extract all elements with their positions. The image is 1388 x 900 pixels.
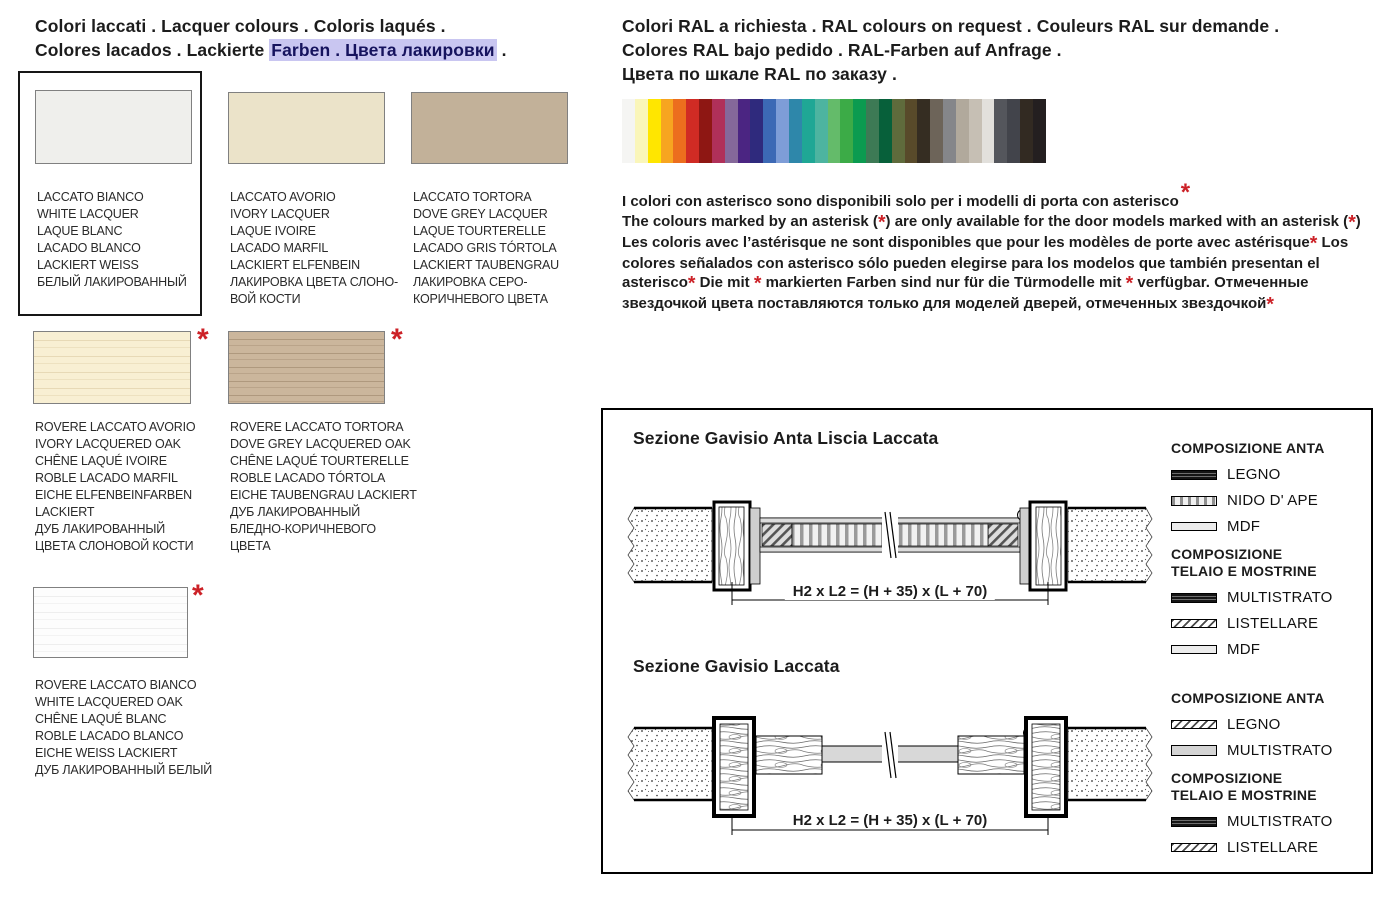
swatch-label-line: DOVE GREY LACQUER <box>413 207 548 221</box>
dark-layered-swatch-icon <box>1171 817 1217 827</box>
swatch-label-line: ROVERE LACCATO BIANCO <box>35 678 197 692</box>
plain-swatch-icon <box>1171 645 1217 654</box>
paragraph-text: The colours marked by an asterisk ( <box>622 213 878 230</box>
ral-band <box>661 99 674 163</box>
ral-title-line1: Colori RAL a richiesta . RAL colours on request . Couleurs RAL sur demande . <box>622 16 1280 36</box>
ral-band <box>699 99 712 163</box>
section2-heading: Sezione Gavisio Laccata <box>633 656 840 676</box>
red-asterisk-icon: * <box>391 323 403 356</box>
swatch-label-line: EICHE TAUBENGRAU LACKIERT <box>230 488 417 502</box>
swatch-label-line: LACCATO TORTORA <box>413 190 532 204</box>
color-swatch-rovere-laccato-bianco <box>33 587 188 658</box>
legend-item-mdf <box>1171 641 1381 658</box>
plain-swatch-icon <box>1171 522 1217 531</box>
swatch-label-line: ЛАКИРОВКА СЕРО- <box>413 275 528 289</box>
swatch-label-line: WHITE LACQUERED OAK <box>35 695 183 709</box>
swatch-label-line: IVORY LACQUER <box>230 207 330 221</box>
swatch-label-line: ROBLE LACADO MARFIL <box>35 471 178 485</box>
legend-item-legno <box>1171 466 1381 483</box>
dark-layered-swatch-icon <box>1171 593 1217 603</box>
ral-band <box>802 99 815 163</box>
swatch-label-line: LACKIERT ELFENBEIN <box>230 258 361 272</box>
section1-heading: Sezione Gavisio Anta Liscia Laccata <box>633 428 939 448</box>
paragraph-text: Die mit <box>695 274 754 292</box>
ral-band <box>892 99 905 163</box>
ral-band <box>917 99 930 163</box>
hatch-swatch-icon <box>1171 843 1217 852</box>
swatch-labels-rovere-laccato-bianco <box>35 677 225 779</box>
ral-band <box>635 99 648 163</box>
ral-band <box>686 99 699 163</box>
swatch-label-line: ROVERE LACCATO TORTORA <box>230 420 404 434</box>
ral-band <box>673 99 686 163</box>
swatch-label-line: ВОЙ КОСТИ <box>230 292 301 306</box>
swatch-labels-laccato-avorio <box>230 189 420 308</box>
dark-layered-swatch-icon <box>1171 470 1217 480</box>
ral-band <box>789 99 802 163</box>
swatch-label-line: БЛЕДНО-КОРИЧНЕВОГО <box>230 522 376 536</box>
ral-band <box>1007 99 1020 163</box>
swatch-label-line: ЦВЕТА <box>230 539 271 553</box>
swatch-label-line: CHÊNE LAQUÉ TOURTERELLE <box>230 454 409 468</box>
swatch-label-line: EICHE ELFENBEINFARBEN <box>35 488 192 502</box>
lacquer-title-line1: Colori laccati . Lacquer colours . Coloris laqués . <box>35 16 446 36</box>
swatch-label-line: LACCATO AVORIO <box>230 190 336 204</box>
legend-group-title: COMPOSIZIONE ANTA <box>1171 440 1325 456</box>
ral-band <box>763 99 776 163</box>
legend-group <box>1171 690 1381 759</box>
swatch-label-line: LACKIERT <box>35 505 95 519</box>
color-swatch-rovere-laccato-avorio <box>33 331 191 404</box>
paragraph-text: markierten Farben sind nur für die Türmodelle mit <box>761 274 1126 292</box>
legend-group <box>1171 546 1381 658</box>
ral-title-line3: Цвета по шкале RAL по заказу . <box>622 64 897 84</box>
swatch-label-line: ROBLE LACADO TÓRTOLA <box>230 471 386 485</box>
title-line2-suffix: . <box>496 40 507 60</box>
color-swatch-laccato-bianco <box>35 90 192 164</box>
swatch-label-line: ДУБ ЛАКИРОВАННЫЙ БЕЛЫЙ <box>35 763 213 777</box>
ral-band <box>648 99 661 163</box>
ral-band <box>840 99 853 163</box>
legend-item-listellare <box>1171 839 1381 856</box>
red-asterisk-icon: * <box>1348 211 1356 234</box>
legend-section-2 <box>1171 690 1381 867</box>
ral-band <box>725 99 738 163</box>
color-swatch-laccato-avorio <box>228 92 385 164</box>
swatch-label-line: LACADO GRIS TÓRTOLA <box>413 241 557 255</box>
swatch-label-line: CHÊNE LAQUÉ BLANC <box>35 712 167 726</box>
legend-item-label: LEGNO <box>1227 466 1281 483</box>
ral-colour-strip <box>622 99 1046 163</box>
legend-group-title: TELAIO E MOSTRINE <box>1171 563 1317 579</box>
ral-title-line2: Colores RAL bajo pedido . RAL-Farben auf Anfrage . <box>622 40 1062 60</box>
ral-band <box>956 99 969 163</box>
asterisk-note-italian <box>622 179 1191 213</box>
legend-item-nido-d-ape <box>1171 492 1381 509</box>
red-asterisk-icon: * <box>753 272 762 295</box>
asterisk-note-multilingual <box>622 212 1384 315</box>
legend-item-label: NIDO D' APE <box>1227 492 1318 509</box>
swatch-label-line: EICHE WEISS LACKIERT <box>35 746 178 760</box>
ral-band <box>1020 99 1033 163</box>
swatch-labels-rovere-laccato-avorio <box>35 419 225 555</box>
ral-band <box>738 99 751 163</box>
swatch-card-laccato-bianco <box>18 71 202 316</box>
hatch-swatch-icon <box>1171 720 1217 729</box>
paragraph-text: ) Les coloris avec l’astérisque ne sont disponibles que pour les modèles de porte avec astérisque <box>622 213 1361 251</box>
red-asterisk-icon: * <box>192 579 204 612</box>
lacquer-title-line2 <box>35 38 507 62</box>
swatch-label-line: ДУБ ЛАКИРОВАННЫЙ <box>230 505 360 519</box>
swatch-label-line: LAQUE BLANC <box>37 224 123 238</box>
paragraph-text: ) are only available for the door models marked with an asterisk ( <box>885 213 1349 230</box>
swatch-labels-rovere-laccato-tortora <box>230 419 420 555</box>
legend-group-title: COMPOSIZIONE <box>1171 546 1283 562</box>
legend-item-multistrato <box>1171 589 1381 606</box>
legend-section-1 <box>1171 440 1381 669</box>
legend-group-title: TELAIO E MOSTRINE <box>1171 787 1317 803</box>
red-asterisk-icon: * <box>1309 232 1318 255</box>
legend-item-listellare <box>1171 615 1381 632</box>
swatch-label-line: ЛАКИРОВКА ЦВЕТА СЛОНО- <box>230 275 399 289</box>
legend-group <box>1171 440 1381 535</box>
swatch-label-line: ROVERE LACCATO AVORIO <box>35 420 196 434</box>
lacquer-colours-title <box>35 14 507 62</box>
swatch-labels-laccato-bianco <box>37 189 227 291</box>
swatch-label-line: ROBLE LACADO BLANCO <box>35 729 184 743</box>
ral-band <box>622 99 635 163</box>
ral-band <box>994 99 1007 163</box>
legend-item-mdf <box>1171 518 1381 535</box>
legend-item-multistrato <box>1171 742 1381 759</box>
title-line2-highlight: Farben . Цвета лакировки <box>271 40 495 60</box>
ral-band <box>879 99 892 163</box>
color-swatch-rovere-laccato-tortora <box>228 331 385 404</box>
title-line2-prefix: Colores lacados . Lackierte <box>35 40 270 60</box>
ral-band <box>943 99 956 163</box>
ral-band <box>866 99 879 163</box>
swatch-label-line: КОРИЧНЕВОГО ЦВЕТА <box>413 292 548 306</box>
dimension-label-2: H2 x L2 = (H + 35) x (L + 70) <box>785 812 995 829</box>
red-asterisk-icon: * <box>197 323 209 356</box>
paragraph-text: verfügbar. Отмеченные звездочкой цвета поставляются только для моделей дверей, отмеченных звездочкой <box>622 274 1309 312</box>
hatch-swatch-icon <box>1171 619 1217 628</box>
note-text: I colori con asterisco sono disponibili solo per i modelli di porta con asterisco <box>622 193 1179 210</box>
legend-item-multistrato <box>1171 813 1381 830</box>
swatch-label-line: CHÊNE LAQUÉ IVOIRE <box>35 454 167 468</box>
dimension-label-1: H2 x L2 = (H + 35) x (L + 70) <box>785 583 995 600</box>
swatch-label-line: LAQUE IVOIRE <box>230 224 316 238</box>
red-asterisk-icon: * <box>877 211 886 234</box>
ral-band <box>969 99 982 163</box>
legend-item-label: MULTISTRATO <box>1227 813 1333 830</box>
swatch-label-line: ЦВЕТА СЛОНОВОЙ КОСТИ <box>35 539 194 553</box>
ral-band <box>930 99 943 163</box>
red-asterisk-icon: * <box>687 272 696 295</box>
ral-band <box>1033 99 1046 163</box>
swatch-label-line: IVORY LACQUERED OAK <box>35 437 181 451</box>
legend-group-title: COMPOSIZIONE ANTA <box>1171 690 1325 706</box>
swatch-label-line: ДУБ ЛАКИРОВАННЫЙ <box>35 522 165 536</box>
legend-item-label: LISTELLARE <box>1227 839 1319 856</box>
ral-band <box>905 99 918 163</box>
swatch-label-line: LACADO BLANCO <box>37 241 141 255</box>
swatch-label-line: LACKIERT TAUBENGRAU <box>413 258 560 272</box>
plain-grey-swatch-icon <box>1171 745 1217 756</box>
legend-item-legno <box>1171 716 1381 733</box>
legend-item-label: LISTELLARE <box>1227 615 1319 632</box>
swatch-label-line: DOVE GREY LACQUERED OAK <box>230 437 411 451</box>
legend-group <box>1171 770 1381 856</box>
red-asterisk-icon: * <box>1125 272 1134 295</box>
red-asterisk-icon: * <box>1180 179 1191 206</box>
ral-band <box>828 99 841 163</box>
ral-band <box>982 99 995 163</box>
legend-item-label: MDF <box>1227 518 1261 535</box>
ral-band <box>712 99 725 163</box>
ral-band <box>776 99 789 163</box>
paragraph-text: Los colores señalados con asterisco sólo pueden elegirse para los modelos que también presentan el asterisco <box>622 233 1349 292</box>
ral-band <box>853 99 866 163</box>
swatch-label-line: LAQUE TOURTERELLE <box>413 224 546 238</box>
vbars-swatch-icon <box>1171 496 1217 506</box>
swatch-label-line: LACKIERT WEISS <box>37 258 139 272</box>
ral-band <box>750 99 763 163</box>
legend-item-label: MDF <box>1227 641 1261 658</box>
ral-band <box>815 99 828 163</box>
swatch-label-line: LACADO MARFIL <box>230 241 329 255</box>
red-asterisk-icon: * <box>1266 293 1274 316</box>
legend-group-title: COMPOSIZIONE <box>1171 770 1283 786</box>
swatch-label-line: LACCATO BIANCO <box>37 190 144 204</box>
legend-item-label: MULTISTRATO <box>1227 742 1333 759</box>
swatch-label-line: WHITE LACQUER <box>37 207 139 221</box>
swatch-labels-laccato-tortora <box>413 189 603 308</box>
legend-item-label: LEGNO <box>1227 716 1281 733</box>
swatch-label-line: БЕЛЫЙ ЛАКИРОВАННЫЙ <box>37 275 187 289</box>
legend-item-label: MULTISTRATO <box>1227 589 1333 606</box>
color-swatch-laccato-tortora <box>411 92 568 164</box>
ral-colours-title <box>622 14 1279 86</box>
